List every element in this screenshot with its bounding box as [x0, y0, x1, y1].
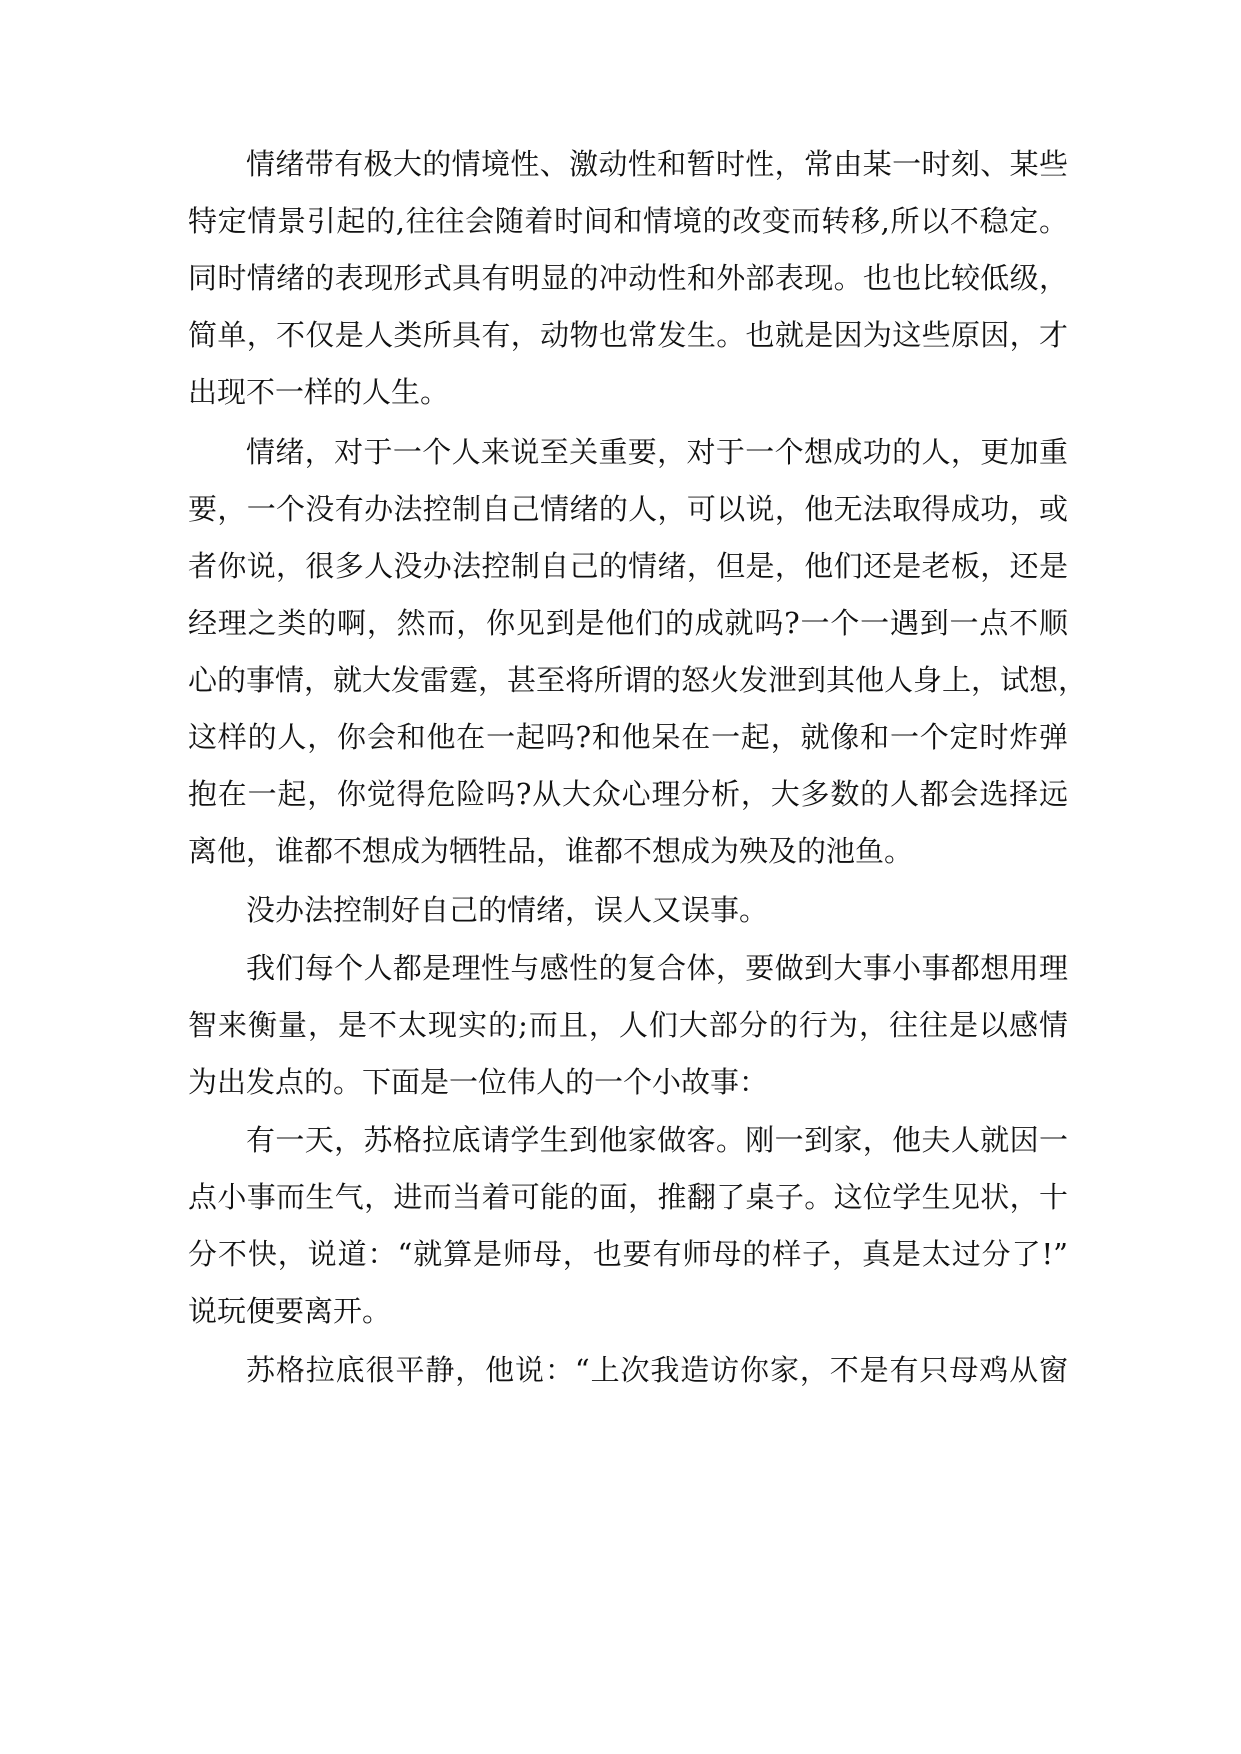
text-line: 特定情景引起的,往往会随着时间和情境的改变而转移,所以不稳定。 — [188, 204, 1068, 238]
text-line: 分不快，说道：“就算是师母，也要有师母的样子，真是太过分了!” — [188, 1237, 1068, 1271]
text-line: 心的事情，就大发雷霆，甚至将所谓的怒火发泄到其他人身上，试想， — [188, 663, 1088, 697]
text-line: 苏格拉底很平静，他说：“上次我造访你家，不是有只母鸡从窗 — [246, 1353, 1068, 1387]
text-line: 抱在一起，你觉得危险吗?从大众心理分析，大多数的人都会选择远 — [188, 777, 1068, 811]
text-line: 简单，不仅是人类所具有，动物也常发生。也就是因为这些原因，才 — [188, 318, 1068, 352]
text-line: 这样的人，你会和他在一起吗?和他呆在一起，就像和一个定时炸弹 — [188, 720, 1068, 754]
text-line: 者你说，很多人没办法控制自己的情绪，但是，他们还是老板，还是 — [188, 549, 1068, 583]
text-line: 有一天，苏格拉底请学生到他家做客。刚一到家，他夫人就因一 — [246, 1123, 1068, 1157]
text-line: 情绪带有极大的情境性、激动性和暂时性，常由某一时刻、某些 — [246, 147, 1068, 181]
text-line: 离他，谁都不想成为牺牲品，谁都不想成为殃及的池鱼。 — [188, 834, 914, 868]
text-line: 我们每个人都是理性与感性的复合体，要做到大事小事都想用理 — [246, 951, 1068, 985]
text-line: 要，一个没有办法控制自己情绪的人，可以说，他无法取得成功，或 — [188, 492, 1068, 526]
text-line: 智来衡量，是不太现实的;而且，人们大部分的行为，往往是以感情 — [188, 1008, 1068, 1042]
text-line: 没办法控制好自己的情绪，误人又误事。 — [246, 893, 769, 927]
text-line: 出现不一样的人生。 — [188, 375, 450, 409]
text-line: 说玩便要离开。 — [188, 1294, 392, 1328]
text-line: 情绪，对于一个人来说至关重要，对于一个想成功的人，更加重 — [246, 435, 1068, 469]
text-line: 点小事而生气，进而当着可能的面，推翻了桌子。这位学生见状，十 — [188, 1180, 1068, 1214]
text-line: 同时情绪的表现形式具有明显的冲动性和外部表现。也也比较低级， — [188, 261, 1068, 295]
text-line: 为出发点的。下面是一位伟人的一个小故事： — [188, 1065, 769, 1099]
text-line: 经理之类的啊，然而，你见到是他们的成就吗?一个一遇到一点不顺 — [188, 606, 1068, 640]
